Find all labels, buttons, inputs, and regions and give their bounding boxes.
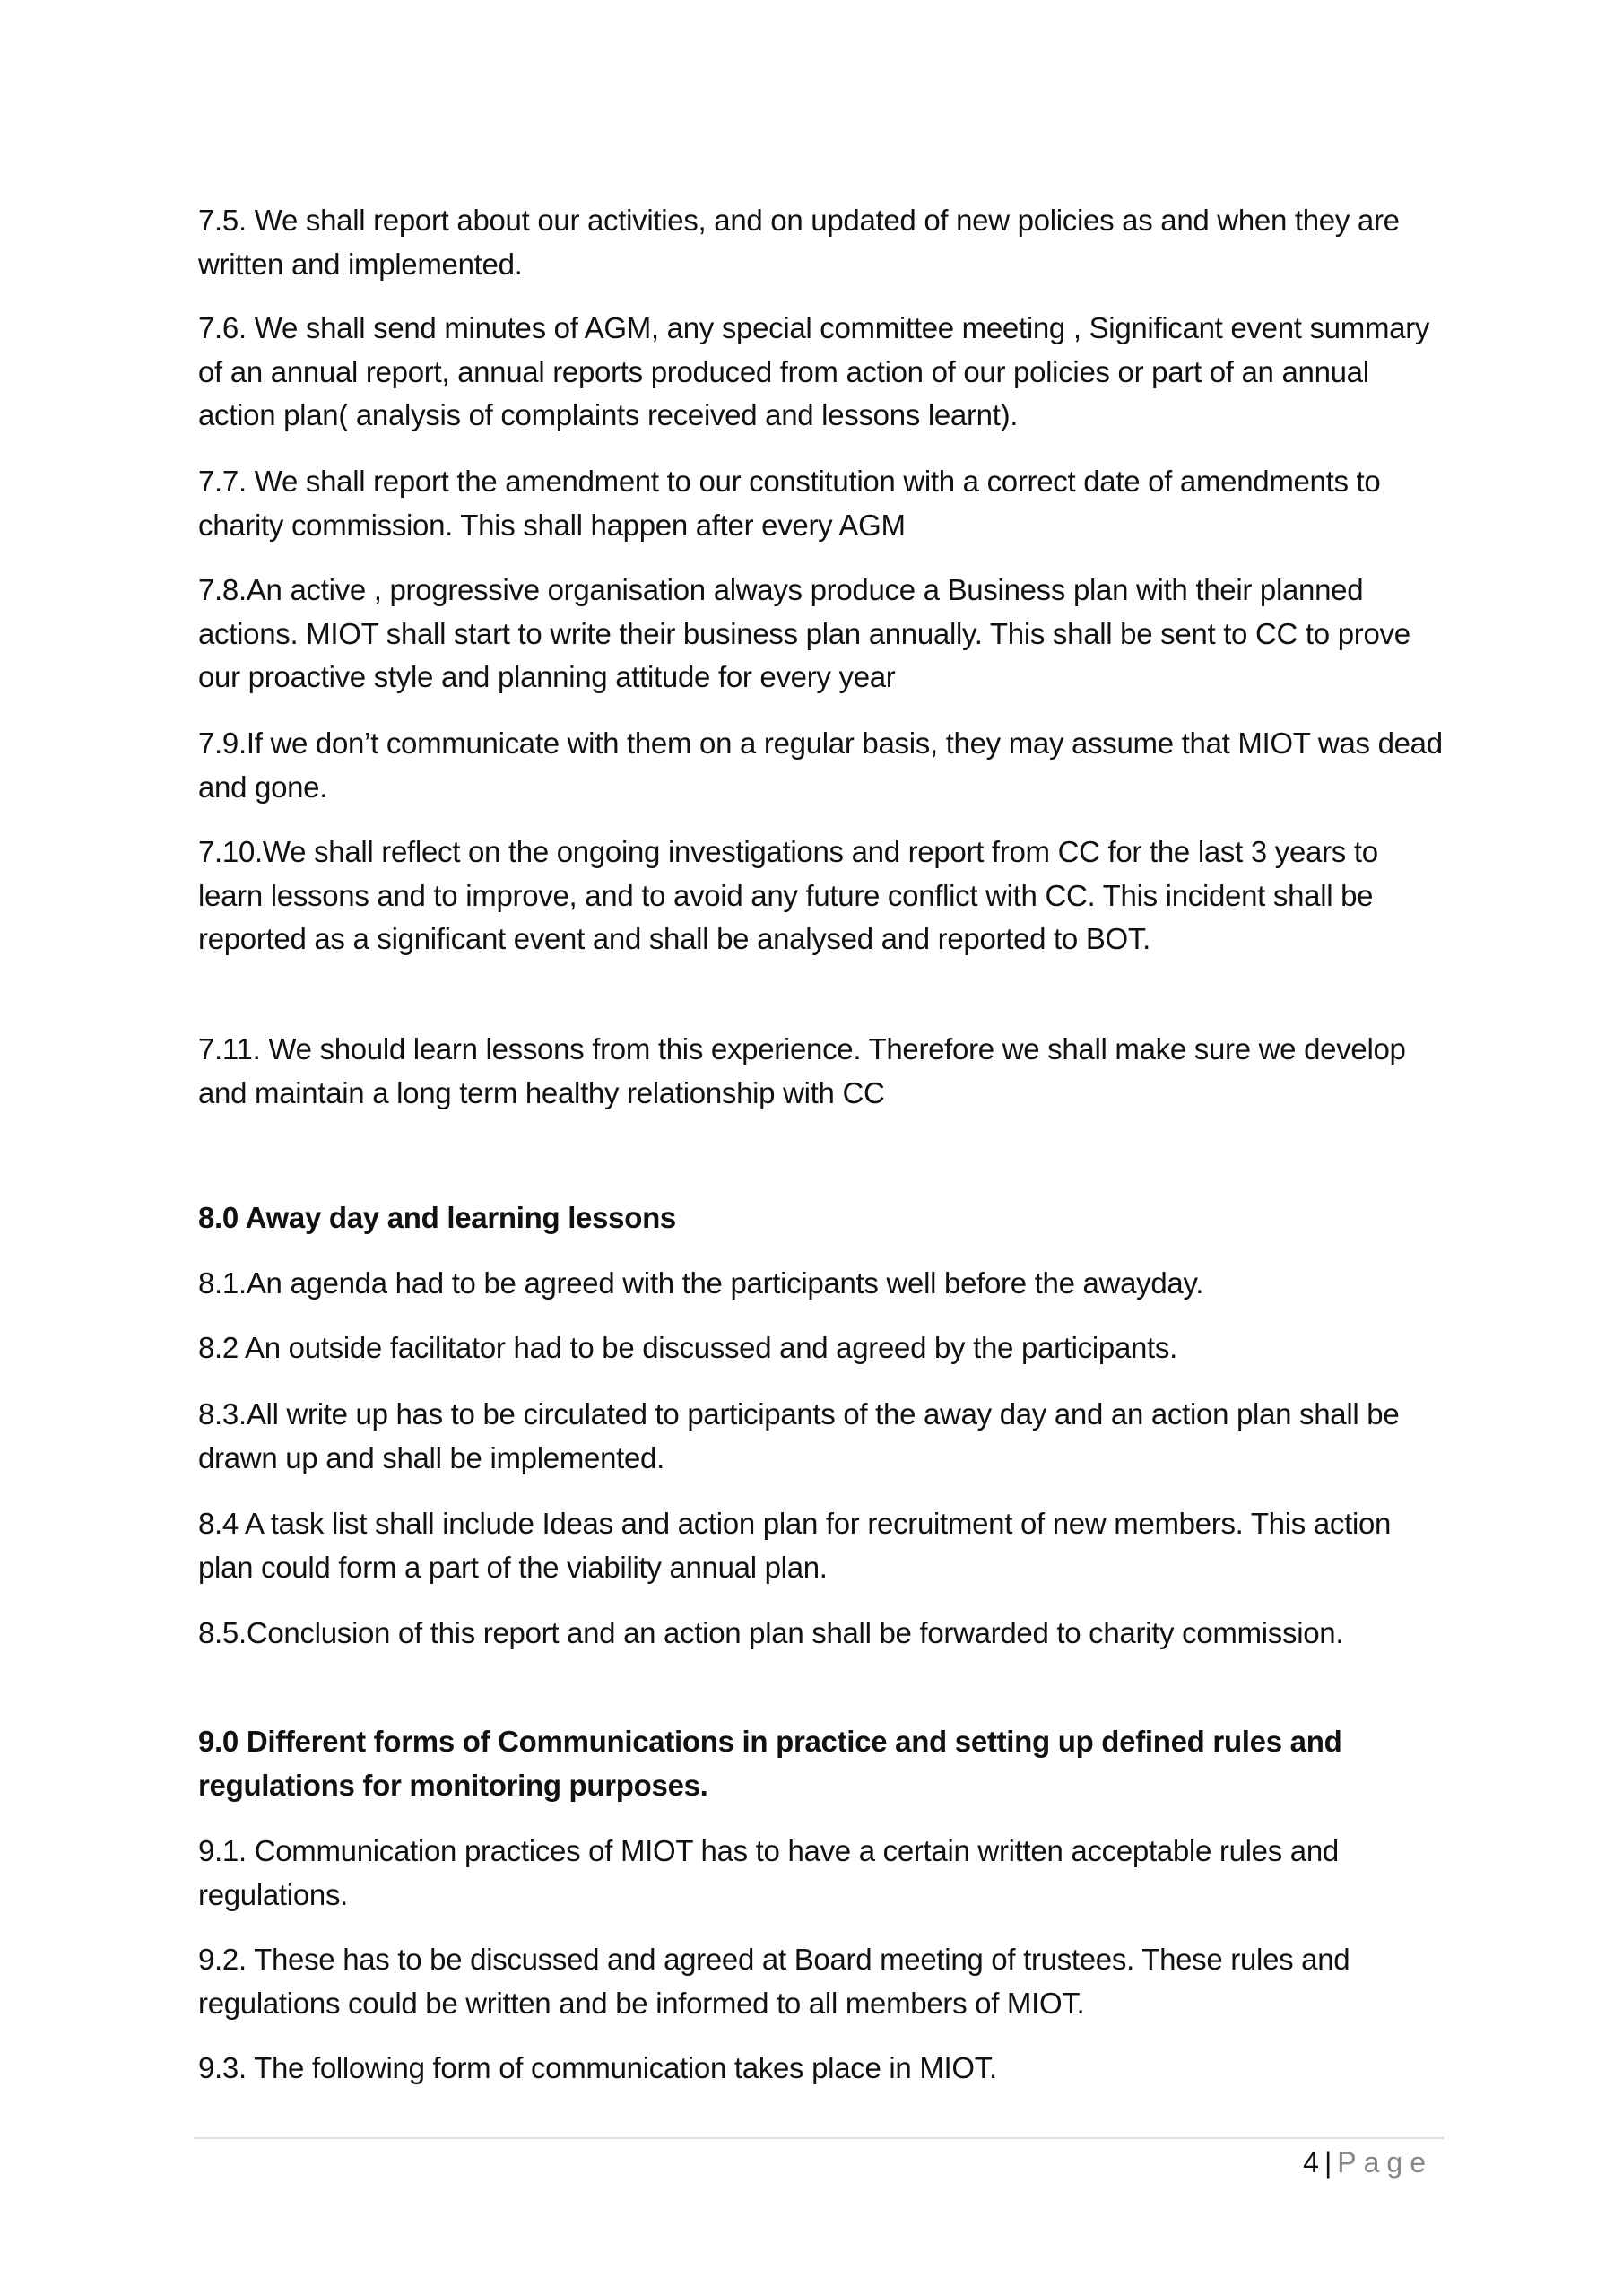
section-heading-8: 8.0 Away day and learning lessons — [198, 1201, 676, 1234]
paragraph-8-5: 8.5.Conclusion of this report and an action plan shall be forwarded to charity commission. — [198, 1616, 1344, 1649]
paragraph-7-7: 7.7. We shall report the amendment to our constitution with a correct date of amendments to charity commission. This shall happen after every AGM — [198, 465, 1381, 542]
section-heading-9: 9.0 Different forms of Communications in practice and setting up defined rules and regulations for monitoring purposes. — [198, 1725, 1342, 1802]
paragraph-7-8: 7.8.An active , progressive organisation always produce a Business plan with their planned actions. MIOT shall start to write their business plan annually. This shall be sent to CC to prove our proactive style and planning attitude for every year — [198, 573, 1410, 693]
paragraph-8-3: 8.3.All write up has to be circulated to participants of the away day and an action plan shall be drawn up and shall be implemented. — [198, 1397, 1400, 1474]
paragraph-9-2: 9.2. These has to be discussed and agreed at Board meeting of trustees. These rules and regulations could be written and be informed to all members of MIOT. — [198, 1943, 1350, 2020]
paragraph-9-3: 9.3. The following form of communication takes place in MIOT. — [198, 2051, 997, 2084]
page-label: Page — [1337, 2146, 1433, 2179]
paragraph-7-11: 7.11. We should learn lessons from this experience. Therefore we shall make sure we develop and maintain a long term healthy relationship with CC — [198, 1032, 1406, 1109]
paragraph-7-9: 7.9.If we don’t communicate with them on a regular basis, they may assume that MIOT was dead and gone. — [198, 726, 1443, 804]
paragraph-8-2: 8.2 An outside facilitator had to be discussed and agreed by the participants. — [198, 1331, 1177, 1364]
footer-separator: | — [1324, 2146, 1332, 2179]
paragraph-7-6: 7.6. We shall send minutes of AGM, any special committee meeting , Significant event summary of an annual report, annual reports produced from action of our policies or part of an annual action plan( analysis of complaints received and lessons learnt). — [198, 311, 1430, 431]
paragraph-7-10: 7.10.We shall reflect on the ongoing investigations and report from CC for the last 3 years to learn lessons and to improve, and to avoid any future conflict with CC. This incident shall be reported as a significant event and shall be analysed and reported to BOT. — [198, 835, 1378, 955]
paragraph-8-4: 8.4 A task list shall include Ideas and action plan for recruitment of new members. This action plan could form a part of the viability annual plan. — [198, 1507, 1392, 1584]
paragraph-9-1: 9.1. Communication practices of MIOT has to have a certain written acceptable rules and regulations. — [198, 1834, 1339, 1911]
footer-divider — [194, 2137, 1444, 2139]
paragraph-8-1: 8.1.An agenda had to be agreed with the participants well before the awayday. — [198, 1266, 1204, 1300]
page-number: 4 — [1303, 2146, 1319, 2179]
page-footer — [1303, 2146, 1433, 2179]
paragraph-7-5: 7.5. We shall report about our activities, and on updated of new policies as and when they are written and implemented. — [198, 204, 1400, 281]
